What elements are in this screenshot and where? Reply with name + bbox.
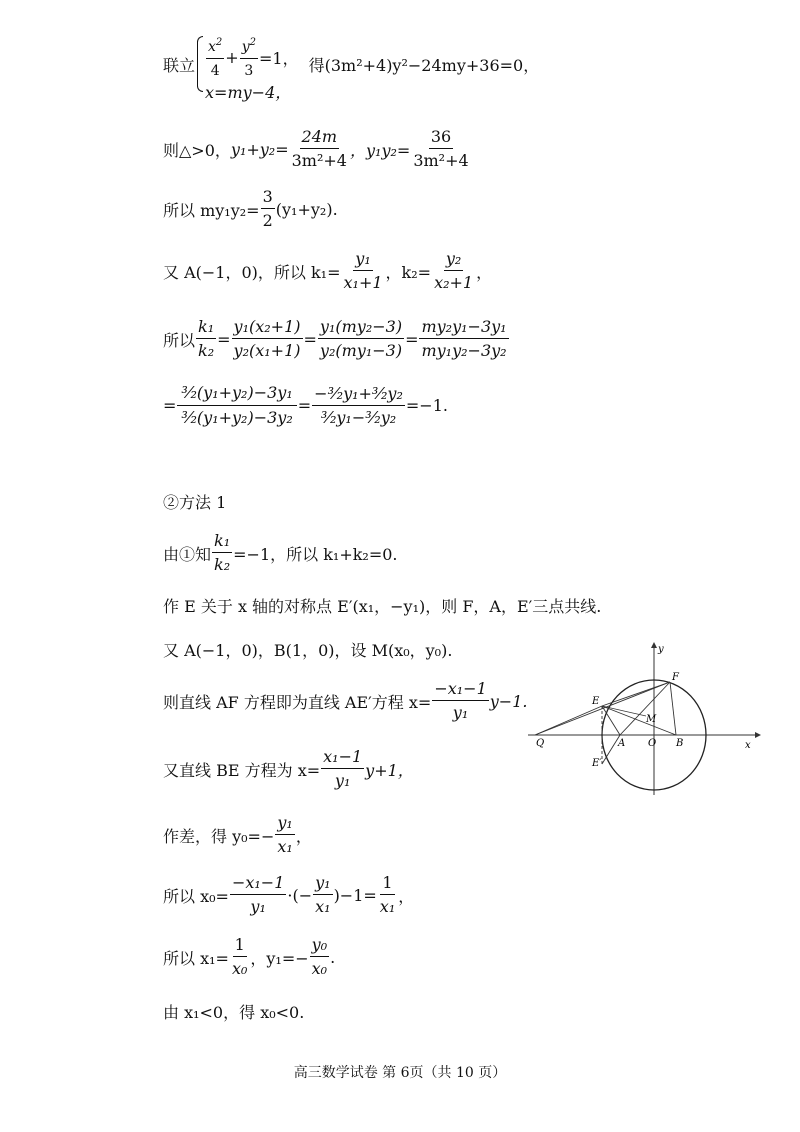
k2-num: y₂ — [444, 250, 463, 271]
k1-den: x₁+1 — [343, 273, 383, 292]
l14-f2-den: x₁ — [315, 897, 331, 916]
l5-f2-den: y₂(x₁+1) — [233, 341, 301, 360]
brace — [197, 36, 203, 92]
l15-f2-num: y₀ — [310, 936, 329, 957]
line-eb — [602, 706, 676, 735]
l6-f2-den: ³⁄₂y₁−³⁄₂y₂ — [320, 407, 397, 427]
l8-num: k₁ — [212, 532, 232, 553]
l15-f1-num: 1 — [233, 936, 247, 957]
label-m: M — [646, 714, 657, 725]
line-ratio: 所以 $\frac{\text{k₁}}{\text{k₂}}$ = $\frac{\text{y₁(x₂+1)}}{\text{y₂(x₁+1)}}$ = $\frac{\text{y₁(my₂−3)}}{\text{y₂(my₁−3)}}$ = $\frac{\text{my₂y₁−3y₁}}{\text{my₁y₂−3y₂}}$ — [163, 317, 507, 360]
line-af — [163, 680, 527, 722]
l5-prefix: 所以 — [163, 330, 196, 350]
label-x: x — [745, 740, 751, 751]
l10-text: 又 A(−1，0)，B(1，0)，设 M(x₀，y₀). — [163, 641, 453, 660]
label-e: E — [592, 696, 600, 707]
eq2: x=my−4， — [205, 83, 292, 102]
l6-f2-num: −³⁄₂y₁+³⁄₂y₂ — [312, 385, 405, 406]
l14-f3-num: 1 — [380, 874, 394, 895]
line-ef — [602, 682, 670, 706]
l8-prefix: 由①知 — [163, 544, 212, 564]
l3-num: 3 — [261, 188, 275, 209]
l5-f4-den: my₁y₂−3y₂ — [421, 341, 507, 360]
l15-tail: . — [330, 947, 336, 967]
label-b: B — [676, 738, 684, 749]
l15-f1-den: x₀ — [231, 959, 248, 978]
l14-f3-den: x₁ — [379, 897, 396, 916]
prod-num: 36 — [429, 128, 453, 149]
l11-tail: y−1. — [489, 691, 528, 711]
l11-prefix: 则直线 AF 方程即为直线 AE′方程 x= — [163, 692, 432, 712]
line-qe — [535, 706, 602, 735]
l14-mid: ·(− — [287, 885, 313, 905]
l4-prefix: 又 A(−1，0)，所以 k₁= — [163, 262, 341, 282]
line-points — [163, 638, 452, 661]
l5-f4-num: my₂y₁−3y₁ — [419, 318, 508, 339]
label-o: O — [648, 738, 657, 749]
l3-prefix: 所以 my₁y₂= — [163, 200, 260, 220]
l13-num: y₁ — [275, 814, 294, 835]
l8-tail: =−1，所以 k₁+k₂=0. — [233, 544, 398, 564]
l6-f1-den: ³⁄₂(y₁+y₂)−3y₂ — [181, 408, 293, 427]
line-symmetric — [163, 594, 601, 617]
line-diff — [163, 814, 312, 856]
ellipse-figure — [520, 640, 770, 800]
label-f: F — [672, 672, 679, 683]
l14-mid2: )−1= — [333, 885, 377, 905]
l15-f2-den: x₀ — [311, 959, 328, 978]
sum-den: 3m²+4 — [291, 151, 347, 170]
line-fb — [670, 682, 676, 735]
line-x1 — [163, 936, 335, 978]
text-delta: 则△>0， — [163, 140, 231, 160]
label-q: Q — [536, 738, 545, 749]
method-heading — [163, 490, 226, 513]
l12-den: y₁ — [334, 771, 351, 790]
l14-f2-num: y₁ — [313, 874, 332, 895]
line-system — [163, 34, 540, 102]
l12-prefix: 又直线 BE 方程为 x= — [163, 760, 321, 780]
l5-f1-den: k₂ — [198, 341, 215, 360]
x-axis-arrow — [755, 732, 761, 738]
l9-text: 作 E 关于 x 轴的对称点 E′(x₁，−y₁)，则 F，A，E′三点共线. — [163, 597, 602, 616]
l14-tail: ， — [398, 886, 415, 906]
l13-prefix: 作差，得 y₀=− — [163, 826, 275, 846]
label-e2: E′ — [592, 758, 602, 769]
l14-prefix: 所以 x₀= — [163, 886, 229, 906]
l3-tail: (y₁+y₂). — [275, 199, 338, 219]
l13-den: x₁ — [277, 837, 293, 856]
label-a: A — [618, 738, 626, 749]
l4-mid: ，k₂= — [385, 262, 432, 282]
l15-prefix: 所以 x₁= — [163, 948, 229, 968]
eq-result: 得(3m²+4)y²−24my+36=0， — [308, 55, 540, 75]
l15-mid: ，y₁=− — [250, 948, 309, 968]
l5-f1-num: k₁ — [196, 318, 216, 339]
line-from1 — [163, 532, 398, 574]
prod-lhs: ，y₁y₂= — [349, 140, 411, 160]
l4-tail: ， — [476, 262, 493, 282]
line-af-seg — [620, 682, 670, 735]
line-be — [163, 748, 414, 790]
method-label: ②方法 1 — [163, 493, 227, 512]
line-conclusion — [163, 1000, 304, 1023]
l12-num: x₁−1 — [321, 748, 364, 769]
line-ratio-result: = $\frac{\text{³⁄₂(y₁+y₂)−3y₁}}{\text{³⁄₂(y₁+y₂)−3y₂}}$ = $\frac{\text{−³⁄₂y₁+³⁄₂y₂}}{\text{³⁄₂y₁−³⁄₂y₂}}$ =−1. — [163, 383, 448, 427]
l11-num: −x₁−1 — [432, 680, 488, 701]
text-lianli: 联立 — [163, 55, 196, 75]
k2-den: x₂+1 — [434, 273, 474, 292]
k1-num: y₁ — [353, 250, 372, 271]
l16-text: 由 x₁<0，得 x₀<0. — [163, 1003, 305, 1022]
equation-system: $\frac{x^2}{4}$ + $\frac{y^2}{3}$ =1， x=my−4， — [205, 34, 299, 94]
page-footer: 高三数学试卷 第 6页（共 10 页） — [293, 1065, 507, 1081]
eq1-tail: =1， — [259, 48, 299, 68]
l8-den: k₂ — [214, 555, 231, 574]
l5-f3-den: y₂(my₁−3) — [319, 341, 403, 360]
line-ea — [602, 706, 620, 735]
l5-f2-num: y₁(x₂+1) — [232, 318, 303, 339]
line-vieta — [163, 128, 472, 170]
l12-tail: y+1， — [365, 760, 414, 780]
l3-den: 2 — [262, 211, 273, 230]
prod-den: 3m²+4 — [413, 151, 469, 170]
l11-den: y₁ — [452, 703, 469, 722]
l13-tail: ， — [295, 826, 312, 846]
l6-tail: =−1. — [405, 396, 448, 415]
l6-f1-num: ³⁄₂(y₁+y₂)−3y₁ — [177, 384, 296, 406]
sum-lhs: y₁+y₂= — [230, 139, 289, 159]
line-my1y2 — [163, 188, 338, 230]
y-axis-arrow — [651, 642, 657, 648]
line-x0 — [163, 874, 414, 916]
label-y: y — [658, 644, 664, 655]
sum-num: 24m — [300, 128, 340, 149]
l14-f1-num: −x₁−1 — [230, 874, 286, 895]
line-k1k2 — [163, 250, 492, 292]
l5-f3-num: y₁(my₂−3) — [318, 318, 404, 339]
l14-f1-den: y₁ — [250, 897, 266, 916]
